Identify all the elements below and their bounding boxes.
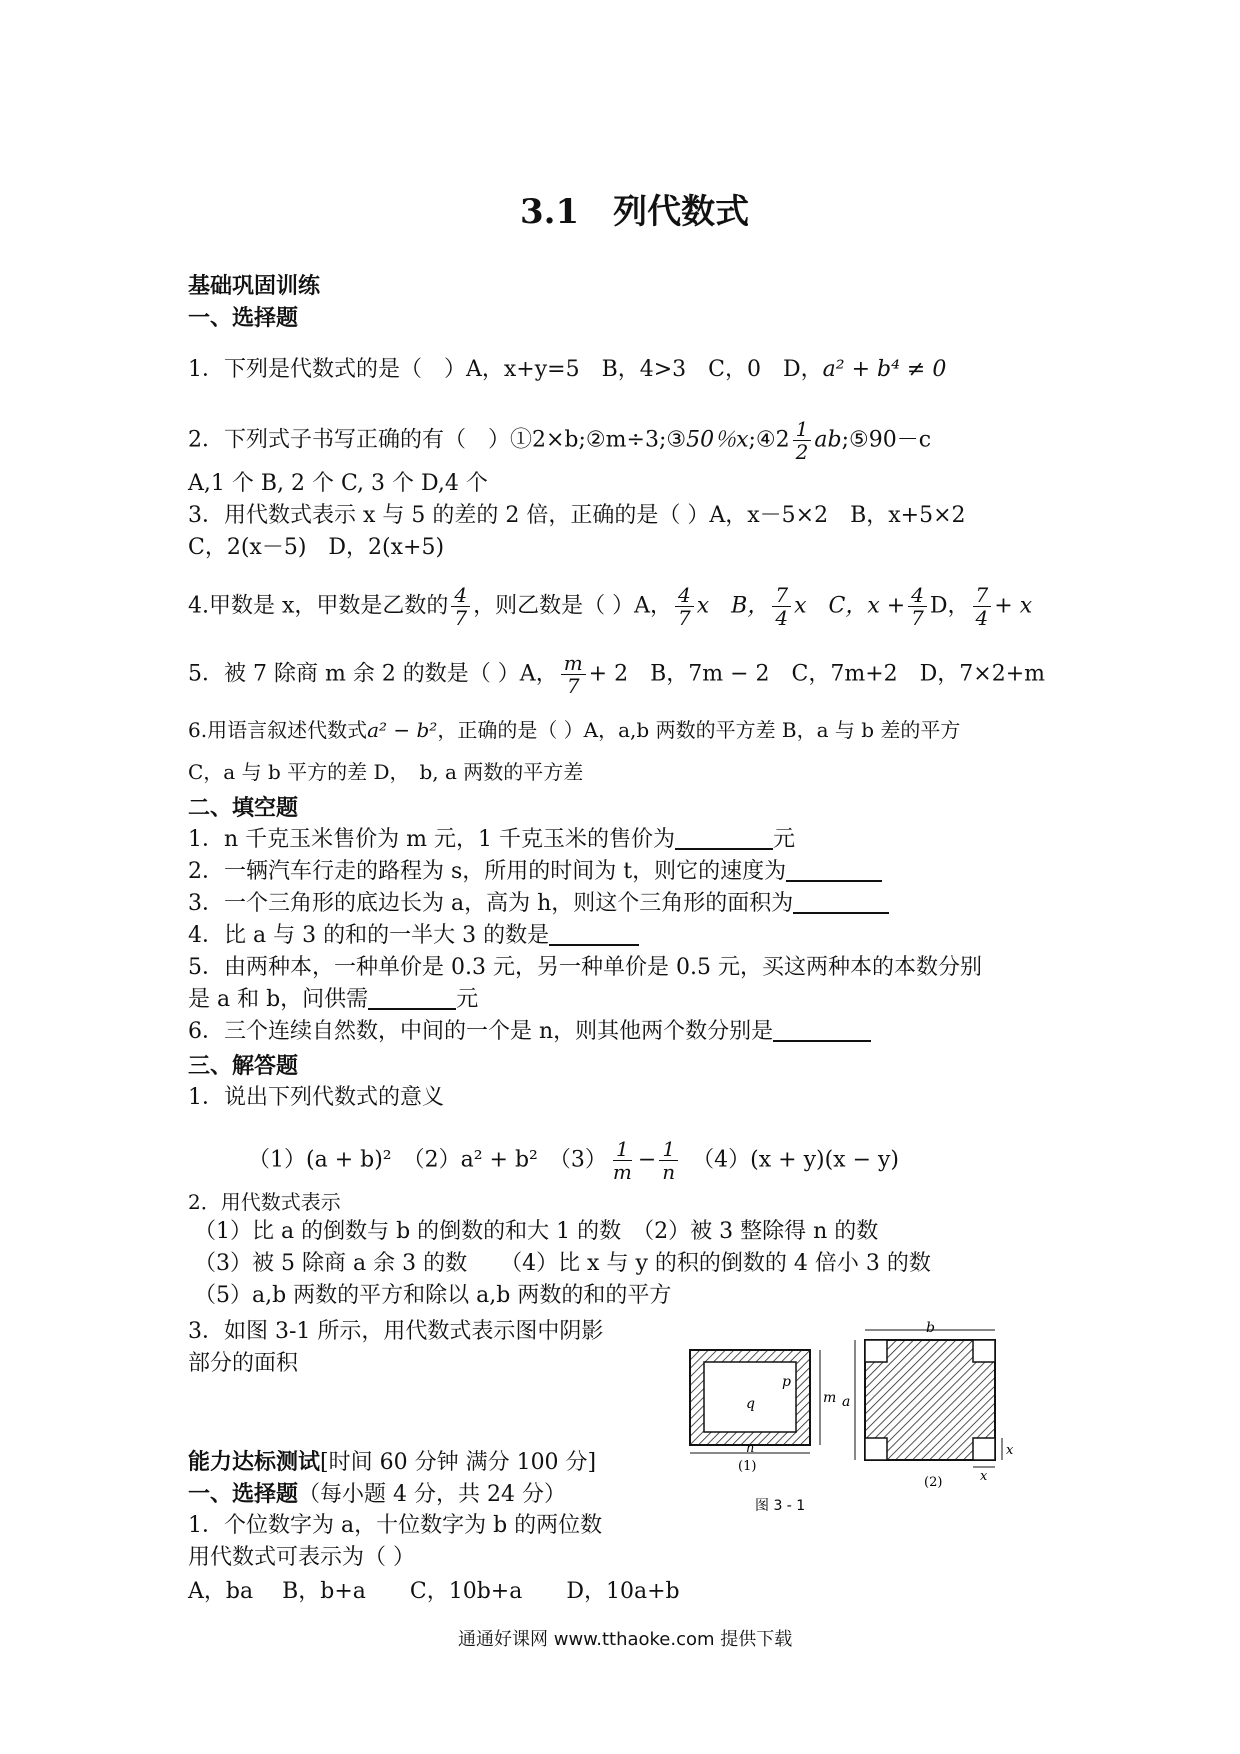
figure-label-p: p xyxy=(782,1374,791,1390)
figure-label-x-right: x xyxy=(1006,1443,1014,1458)
question-2-6: 6．三个连续自然数，中间的一个是 n，则其他两个数分别是 xyxy=(188,1018,871,1046)
figure-1-hollow-rectangle xyxy=(690,1350,836,1474)
question-1-3: 3．用代数式表示 x 与 5 的差的 2 倍，正确的是（ ）A，x－5×2 B，x+5×2 xyxy=(188,503,966,528)
question-4-1: 1．个位数字为 a，十位数字为 b 的两位数 xyxy=(188,1513,603,1538)
page-title: 3.1 列代数式 xyxy=(520,192,750,232)
question-1-4: 4.甲数是 x，甲数是乙数的 $\frac{4}{7}$ ，则乙数是（ ）A， $\frac{4}{7}$ x B， $\frac{7}{4}$ x C，x + $\frac{4}{7}$ D， $\frac{7}{4}$ + x xyxy=(188,583,1033,630)
question-3-1: 1．说出下列代数式的意义 xyxy=(188,1085,444,1110)
question-1-1: 1．下列是代数式的是（ ）A，x+y=5 B，4>3 C，0 D，a² + b⁴ ≠ 0 xyxy=(188,357,947,382)
question-2-5-cont: 是 a 和 b，问供需 元 xyxy=(188,987,479,1012)
answer-blank[interactable] xyxy=(549,922,639,946)
question-2-1: 1．n 千克玉米售价为 m 元，1 千克玉米的售价为 元 xyxy=(188,827,796,852)
question-1-2-options: A,1 个 B, 2 个 C, 3 个 D,4 个 xyxy=(188,471,488,496)
figure-label-m: m xyxy=(823,1390,837,1406)
figure-label-q: q xyxy=(746,1396,755,1412)
question-3-3: 3．如图 3-1 所示，用代数式表示图中阴影 xyxy=(188,1319,604,1344)
answer-blank[interactable] xyxy=(675,826,773,850)
question-2-3: 3．一个三角形的底边长为 a，高为 h，则这个三角形的面积为 xyxy=(188,890,889,918)
answer-blank[interactable] xyxy=(793,890,889,914)
answer-blank[interactable] xyxy=(773,1018,871,1042)
question-4-1-cont: 用代数式可表示为（ ） xyxy=(188,1545,415,1570)
page-footer: 通通好课网 www.tthaoke.com 提供下载 xyxy=(458,1629,793,1650)
answer-blank[interactable] xyxy=(368,986,456,1010)
figure-caption-1: (1) xyxy=(738,1459,757,1474)
figure-label-x-bottom: x xyxy=(980,1469,988,1484)
question-1-2: 2．下列式子书写正确的有（ ）①2×b;②m÷3;③50％x;④2 $\frac{1}{2}$ ab;⑤90－c xyxy=(188,417,932,464)
section-heading-ability: 能力达标测试[时间 60 分钟 满分 100 分] xyxy=(188,1449,597,1475)
question-3-3-cont: 部分的面积 xyxy=(188,1351,299,1376)
figure-label-a: a xyxy=(842,1394,851,1410)
part-heading-choice: 一、选择题 xyxy=(188,305,299,331)
question-1-6: 6.用语言叙述代数式a² − b²，正确的是（ ）A，a,b 两数的平方差 B，a 与 b 差的平方 xyxy=(188,718,961,742)
figure-caption: 图 3 - 1 xyxy=(755,1498,806,1514)
question-2-5: 5．由两种本，一种单价是 0.3 元，另一种单价是 0.5 元，买这两种本的本数分别 xyxy=(188,955,982,980)
question-3-1-items: （1）(a + b)² （2）a² + b² （3） $\frac{1}{m}$ − $\frac{1}{n}$ （4）(x + y)(x − y) xyxy=(248,1137,900,1184)
figure-3-1 xyxy=(670,1320,1030,1520)
question-1-6-options: C，a 与 b 平方的差 D， b, a 两数的平方差 xyxy=(188,760,584,784)
question-1-3-options: C，2(x－5) D，2(x+5) xyxy=(188,535,445,560)
part-heading-solve: 三、解答题 xyxy=(188,1053,299,1079)
figure-2-cut-corners xyxy=(842,1320,1014,1490)
question-1-5: 5．被 7 除商 m 余 2 的数是（ ）A， $\frac{m}{7}$ + 2 B，7m − 2 C，7m+2 D，7×2+m xyxy=(188,651,1046,698)
question-3-2-line1: （1）比 a 的倒数与 b 的倒数的和大 1 的数 （2）被 3 整除得 n 的数 xyxy=(194,1219,879,1244)
part-heading-choice-2: 一、选择题（每小题 4 分，共 24 分） xyxy=(188,1481,566,1507)
figure-label-b: b xyxy=(926,1320,935,1336)
question-2-2: 2．一辆汽车行走的路程为 s，所用的时间为 t，则它的速度为 xyxy=(188,858,882,886)
part-heading-fill: 二、填空题 xyxy=(188,795,299,821)
question-3-2-line2: （3）被 5 除商 a 余 3 的数 （4）比 x 与 y 的积的倒数的 4 倍小 3 的数 xyxy=(194,1251,931,1276)
question-3-2: 2．用代数式表示 xyxy=(188,1190,341,1214)
question-3-2-line3: （5）a,b 两数的平方和除以 a,b 两数的和的平方 xyxy=(194,1283,672,1308)
section-heading-basic: 基础巩固训练 xyxy=(188,273,321,299)
question-4-1-options: A，ba B，b+a C，10b+a D，10a+b xyxy=(188,1579,680,1604)
answer-blank[interactable] xyxy=(786,858,882,882)
question-2-4: 4．比 a 与 3 的和的一半大 3 的数是 xyxy=(188,922,639,950)
figure-label-n: n xyxy=(746,1441,755,1456)
figure-caption-2: (2) xyxy=(924,1475,943,1490)
